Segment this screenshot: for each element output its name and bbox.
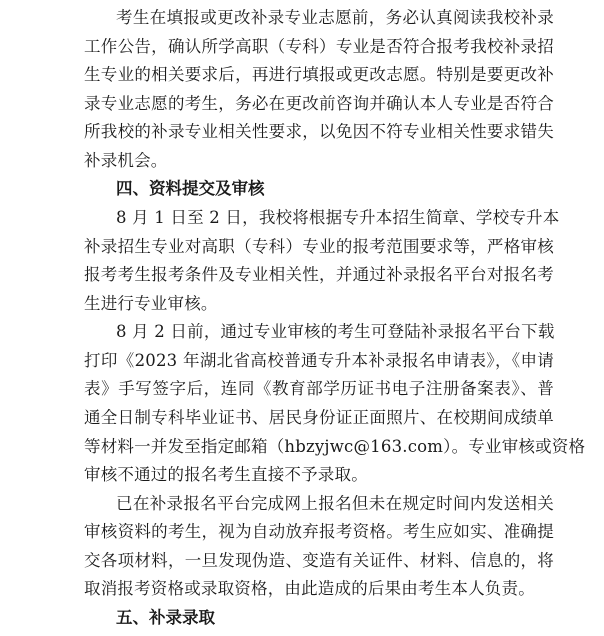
paragraph-1-line-6: 补录机会。 <box>84 150 168 170</box>
paragraph-3-line-4: 通全日制专科毕业证书、居民身份证正面照片、在校期间成绩单 <box>84 408 554 427</box>
paragraph-3-line-2: 打印《2023 年湖北省高校普通专升本补录报名申请表》，《申请 <box>84 350 554 370</box>
paragraph-2-line-2: 补录招生专业对高职（专科）专业的报考范围要求等，严格审核 <box>84 236 554 256</box>
section-heading-4: 四、资料提交及审核 <box>116 179 265 199</box>
paragraph-3-line-6: 审核不通过的报名考生直接不予录取。 <box>84 465 368 485</box>
paragraph-3-line-1: 8 月 2 日前，通过专业审核的考生可登陆补录报名平台下载 <box>116 322 555 342</box>
paragraph-1-line-1: 考生在填报或更改补录专业志愿前，务必认真阅读我校补录 <box>116 8 554 27</box>
paragraph-4-line-1: 已在补录报名平台完成网上报名但未在规定时间内发送相关 <box>116 493 554 513</box>
paragraph-1-line-2: 工作公告，确认所学高职（专科）专业是否符合报考我校补录招 <box>84 36 554 56</box>
paragraph-2-line-4: 生进行专业审核。 <box>84 293 218 313</box>
paragraph-3-line-5: 等材料一并发至指定邮箱（hbzyjwc@163.com）。专业审核或资格 <box>84 436 586 456</box>
section-heading-5: 五、补录录取 <box>116 608 215 627</box>
paragraph-1-line-4: 录专业志愿的考生，务必在更改前咨询并确认本人专业是否符合 <box>84 93 554 113</box>
paragraph-1-line-5: 所我校的补录专业相关性要求，以免因不符专业相关性要求错失 <box>84 122 554 142</box>
paragraph-2-line-3: 报考考生报考条件及专业相关性，并通过补录报名平台对报名考 <box>84 265 554 285</box>
paragraph-1-line-3: 生专业的相关要求后，再进行填报或更改志愿。特别是要更改补 <box>84 65 554 85</box>
paragraph-4-line-4: 取消报考资格或录取资格，由此造成的后果由考生本人负责。 <box>84 579 535 599</box>
paragraph-3-line-3: 表》手写签字后，连同《教育部学历证书电子注册备案表》、普 <box>84 379 554 399</box>
paragraph-2-line-1: 8 月 1 日至 2 日，我校将根据专升本招生简章、学校专升本 <box>116 208 560 227</box>
paragraph-4-line-3: 交各项材料，一旦发现伪造、变造有关证件、材料、信息的，将 <box>84 550 554 570</box>
paragraph-4-line-2: 审核资料的考生，视为自动放弃报考资格。考生应如实、准确提 <box>84 522 554 542</box>
